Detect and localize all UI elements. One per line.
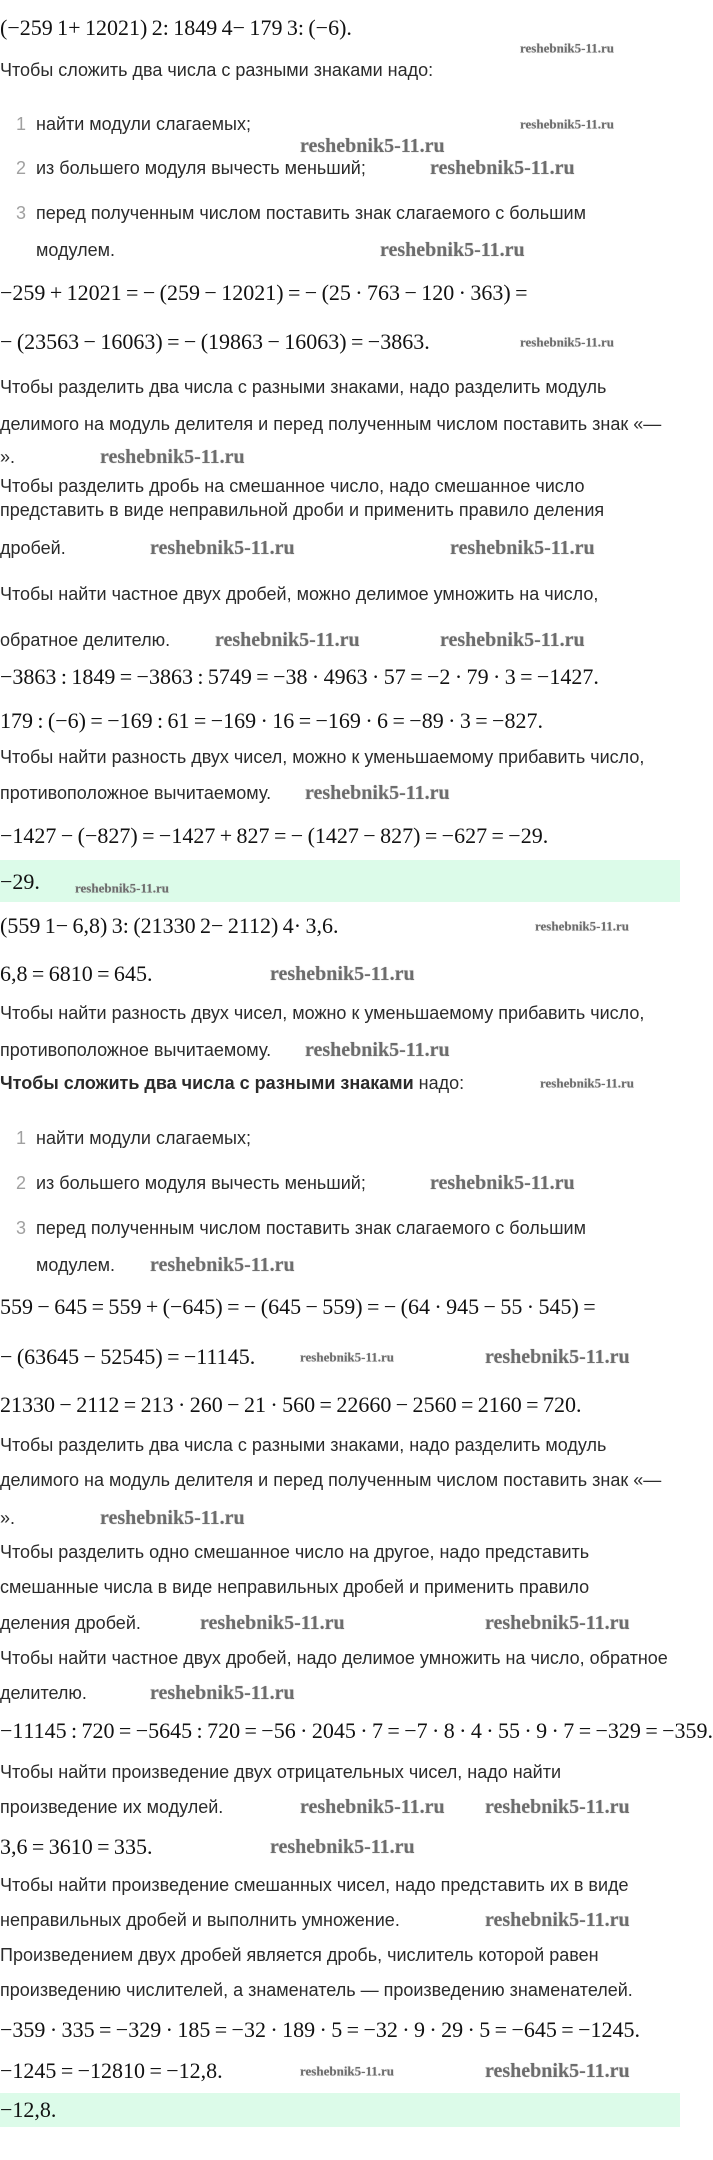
calculation: −12 45 = −12810 = −12,8. xyxy=(0,2058,223,2083)
rule-text: Чтобы найти частное двух дробей, надо делимое умножить на число, обратное xyxy=(0,1648,668,1668)
list-number: 1 xyxy=(16,1128,27,1148)
watermark: reshebnik5-11.ru xyxy=(215,629,360,651)
list-item: найти модули слагаемых; xyxy=(36,1128,251,1148)
rule-text: противоположное вычитаемому. xyxy=(0,783,272,803)
rule-text: представить в виде неправильной дроби и применить правило деления xyxy=(0,500,605,520)
answer-highlight-2 xyxy=(0,2093,680,2127)
list-number: 3 xyxy=(16,203,27,223)
watermark: reshebnik5-11.ru xyxy=(305,782,450,804)
rule-text: неправильных дробей и выполнить умножение. xyxy=(0,1910,400,1930)
list-item: перед полученным числом поставить знак слагаемого с большим xyxy=(36,203,586,223)
watermark: reshebnik5-11.ru xyxy=(520,116,615,132)
watermark: reshebnik5-11.ru xyxy=(75,880,170,896)
rule-text: Чтобы разделить одно смешанное число на другое, надо представить xyxy=(0,1542,590,1562)
watermark: reshebnik5-11.ru xyxy=(450,537,595,559)
calculation: 6,8 = 6 810 = 645. xyxy=(0,961,153,986)
rule-text: ». xyxy=(0,447,16,467)
watermark: reshebnik5-11.ru xyxy=(485,1796,630,1818)
rule-text: Чтобы найти разность двух чисел, можно к уменьшаемому прибавить число, xyxy=(0,747,645,767)
watermark: reshebnik5-11.ru xyxy=(150,1682,295,1704)
calculation: 3,6 = 3 610 = 335. xyxy=(0,1834,153,1859)
watermark: reshebnik5-11.ru xyxy=(535,918,630,934)
rule-text: Чтобы найти разность двух чисел, можно к уменьшаемому прибавить число, xyxy=(0,1003,645,1023)
rule-text: делимого на модуль делителя и перед полученным числом поставить знак «— xyxy=(0,1470,662,1490)
calculation: −2 59 + 12021 = − (259 − 12021) = − (25 · 763 − 120 · 363) = xyxy=(0,280,528,305)
watermark: reshebnik5-11.ru xyxy=(380,239,525,261)
list-item: из большего модуля вычесть меньший; xyxy=(36,158,366,178)
calculation: − 1427 − (−827) = −1427 + 827 = − (1427 − 827) = −627 = −29. xyxy=(0,823,549,848)
watermark: reshebnik5-11.ru xyxy=(540,1075,635,1091)
list-item-continuation: модулем. xyxy=(36,1255,115,1275)
rule-text: Чтобы разделить два числа с разными знаками, надо разделить модуль xyxy=(0,1435,607,1455)
list-item: из большего модуля вычесть меньший; xyxy=(36,1173,366,1193)
watermark: reshebnik5-11.ru xyxy=(150,537,295,559)
rule-text: Чтобы разделить дробь на смешанное число, надо смешанное число xyxy=(0,476,585,496)
rule-heading-bold: Чтобы сложить два числа с разными знаками xyxy=(0,1073,414,1093)
watermark: reshebnik5-11.ru xyxy=(485,1612,630,1634)
calculation: −1 1145 : 720 = −5645 : 720 = −56 · 2045 · 7 = −7 · 8 · 4 · 55 · 9 · 7 = −329 = −359. xyxy=(0,1718,713,1743)
watermark: reshebnik5-11.ru xyxy=(440,629,585,651)
answer-2: −12,8. xyxy=(0,2097,57,2122)
watermark: reshebnik5-11.ru xyxy=(300,135,445,157)
rule-heading-rest: надо: xyxy=(413,1073,465,1093)
problem-1-expression: (−259 1+ 12021) 2: 1849 4− 179 3: (−6). xyxy=(0,15,352,40)
watermark: reshebnik5-11.ru xyxy=(305,1039,450,1061)
calculation: − (63645 − 52545) = −11145. xyxy=(0,1344,256,1369)
watermark: reshebnik5-11.ru xyxy=(150,1254,295,1276)
rule-text: Чтобы найти произведение смешанных чисел, надо представить их в виде xyxy=(0,1875,629,1895)
rule-heading xyxy=(0,1073,464,1093)
watermark: reshebnik5-11.ru xyxy=(300,1796,445,1818)
rule-text: Произведением двух дробей является дробь, числитель которой равен xyxy=(0,1945,599,1965)
list-number: 3 xyxy=(16,1218,27,1238)
rule-text: делителю. xyxy=(0,1683,87,1703)
watermark: reshebnik5-11.ru xyxy=(520,40,615,56)
rule-text: Чтобы разделить два числа с разными знаками, надо разделить модуль xyxy=(0,377,607,397)
calculation: 1 79 : (−6) = −169 : 61 = −169 · 16 = −169 · 6 = −89 · 3 = −827. xyxy=(0,708,543,733)
calculation: 5 59 − 645 = 559 + (−645) = − (645 − 559) = − (64 · 945 − 55 · 545) = xyxy=(0,1294,596,1319)
list-item-continuation: модулем. xyxy=(36,240,115,260)
rule-text: деления дробей. xyxy=(0,1613,141,1633)
answer-1: − 29. xyxy=(0,869,40,894)
problem-2-expression: (559 1− 6,8) 3: (21330 2− 2112) 4· 3,6. xyxy=(0,913,339,938)
list-number: 2 xyxy=(16,158,27,178)
rule-text: дробей. xyxy=(0,538,66,558)
watermark: reshebnik5-11.ru xyxy=(430,157,575,179)
rule-text: ». xyxy=(0,1508,16,1528)
calculation: − 3863 : 1849 = −3863 : 5749 = −38 · 4963 · 57 = −2 · 79 · 3 = −1427. xyxy=(0,664,599,689)
watermark: reshebnik5-11.ru xyxy=(485,1909,630,1931)
rule-text: Чтобы найти произведение двух отрицательных чисел, надо найти xyxy=(0,1762,562,1782)
rule-text: произведение их модулей. xyxy=(0,1797,224,1817)
watermark: reshebnik5-11.ru xyxy=(270,963,415,985)
calculation: −3 59 · 335 = −329 · 185 = −32 · 189 · 5 = −32 · 9 · 29 · 5 = −645 = −1245. xyxy=(0,2017,641,2042)
calculation: − (23563 − 16063) = − (19863 − 16063) = −3863. xyxy=(0,329,430,354)
watermark: reshebnik5-11.ru xyxy=(430,1172,575,1194)
list-item: найти модули слагаемых; xyxy=(36,114,251,134)
rule-text: произведению числителей, а знаменатель — произведению знаменателей. xyxy=(0,1980,633,2000)
rule-text: смешанные числа в виде неправильных дробей и применить правило xyxy=(0,1577,590,1597)
list-item: перед полученным числом поставить знак слагаемого с большим xyxy=(36,1218,586,1238)
watermark: reshebnik5-11.ru xyxy=(300,1349,395,1365)
watermark: reshebnik5-11.ru xyxy=(100,446,245,468)
rule-text: обратное делителю. xyxy=(0,630,171,650)
watermark: reshebnik5-11.ru xyxy=(270,1836,415,1858)
calculation: 2 1330 − 2112 = 213 · 260 − 21 · 560 = 22660 − 2560 = 2160 = 720. xyxy=(0,1392,582,1417)
rule-text: противоположное вычитаемому. xyxy=(0,1040,272,1060)
watermark: reshebnik5-11.ru xyxy=(485,2060,630,2082)
rule-text: Чтобы найти частное двух дробей, можно делимое умножить на число, xyxy=(0,584,599,604)
rule-text: делимого на модуль делителя и перед полученным числом поставить знак «— xyxy=(0,414,662,434)
list-number: 1 xyxy=(16,114,27,134)
watermark: reshebnik5-11.ru xyxy=(200,1612,345,1634)
rule-text: Чтобы сложить два числа с разными знаками надо: xyxy=(0,60,434,80)
watermark: reshebnik5-11.ru xyxy=(520,334,615,350)
watermark: reshebnik5-11.ru xyxy=(485,1346,630,1368)
watermark: reshebnik5-11.ru xyxy=(300,2063,395,2079)
list-number: 2 xyxy=(16,1173,27,1193)
watermark: reshebnik5-11.ru xyxy=(100,1507,245,1529)
